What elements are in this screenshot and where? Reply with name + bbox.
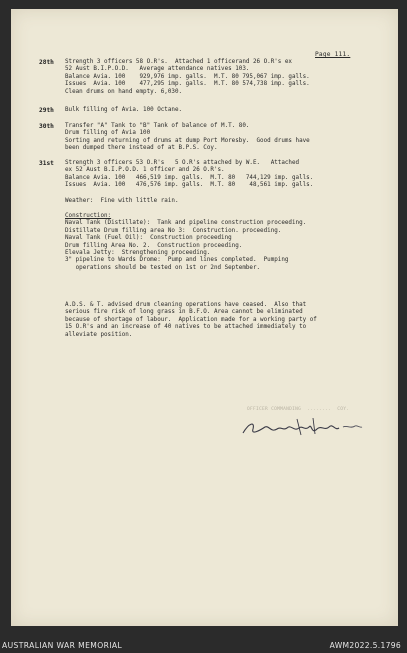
construction-line: Naval Tank (Fuel Oil): Construction proceeding [65, 235, 232, 242]
diary-entry-30th [39, 123, 380, 153]
construction-line: Elevala Jetty: Strengthening proceeding. [65, 250, 211, 257]
construction-heading: Construction: [65, 213, 112, 220]
entry-line: Drum filling of Avia 100 [65, 130, 151, 137]
construction-line: Drum filling Area No. 2. Construction proceeding. [65, 242, 243, 249]
entry-date: 31st [39, 160, 54, 167]
entry-line: Strength 3 officers 53 O.R's 5 O.R's attached by W.E. Attached [65, 160, 300, 166]
paragraph-line: because of shortage of labour. Application made for a working party of [65, 316, 317, 323]
entry-date: 28th [39, 59, 54, 66]
entry-line: 52 Aust B.I.P.O.D. Average attendance natives 103. [65, 66, 250, 73]
document-page [11, 9, 398, 626]
footer-catalogue-id: AWM2022.5.1796 [329, 641, 401, 650]
entry-line: Issues Avia. 100 477,295 imp. galls. M.T. 80 574,738 imp. galls. [65, 81, 310, 88]
diary-entry-31st [39, 160, 380, 272]
weather-line: Weather: Fine with little rain. [65, 197, 179, 204]
entry-line: Clean drums on hand empty. 6,030. [65, 88, 183, 95]
page-number: Page 111. [315, 51, 351, 58]
entry-date: 29th [39, 107, 54, 114]
construction-line: Distillate Drum filling area No 3: Construction. proceeding. [65, 227, 282, 234]
footer-bar [0, 626, 407, 653]
paragraph-line: A.D.S. & T. advised drum cleaning operations have ceased. Also that [65, 302, 307, 308]
closing-paragraph [39, 302, 380, 339]
diary-entry-28th [39, 59, 380, 96]
entry-line: been dumped there instead of at B.P.S. Coy. [65, 145, 218, 152]
paragraph-line: alleviate position. [65, 331, 133, 338]
entry-line: Issues Avia. 100 476,576 imp. galls. M.T. 80 48,561 imp. galls. [65, 182, 314, 189]
entry-line: ex 52 Aust B.I.P.O.D. 1 officer and 26 O.R's. [65, 167, 225, 174]
entry-line: Balance Avia. 100 929,976 imp. galls. M.T. 80 795,067 imp. galls. [65, 73, 310, 80]
entry-line: Strength 3 officers 58 O.R's. Attached 1 officerand 26 O.R's ex [65, 59, 292, 65]
construction-line: 3" pipeline to Wards Drome: Pump and lines completed. Pumping [65, 257, 289, 264]
entry-line: Transfer "A" Tank to "B" Tank of balance of M.T. 80. [65, 123, 250, 129]
entry-line: Sorting and returning of drums at dump Port Moresby. Good drums have [65, 137, 310, 144]
entry-line: Bulk filling of Avia. 100 Octane. [65, 107, 183, 113]
paragraph-line: 15 O.R's and an increase of 40 natives to be attached immediately to [65, 324, 307, 331]
stamp-text: OFFICER COMMANDING ........ COY. [247, 407, 350, 412]
entry-date: 30th [39, 123, 54, 130]
diary-entry-29th [39, 107, 380, 114]
construction-line: Naval Tank (Distillate): Tank and pipeline construction proceeding. [65, 220, 307, 227]
entry-line: Balance Avia. 100 466,519 imp. galls. M.T. 80 744,129 imp. galls. [65, 174, 314, 181]
handwritten-signature [239, 415, 369, 445]
paragraph-line: serious fire risk of long grass in B.F.O. Area cannot be eliminated [65, 309, 303, 316]
construction-line: operations should be tested on 1st or 2nd September. [65, 264, 261, 271]
footer-institution: AUSTRALIAN WAR MEMORIAL [2, 641, 123, 650]
